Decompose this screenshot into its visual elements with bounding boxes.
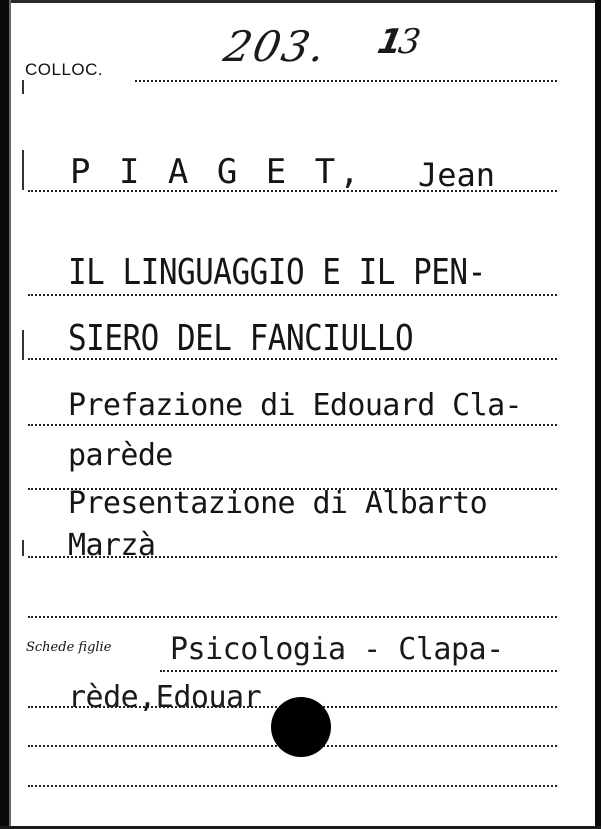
title-rule-2 xyxy=(28,358,557,360)
preface-line-2: parède xyxy=(68,438,173,473)
margin-mark xyxy=(22,150,24,190)
subject-line-2: rède,Edouar xyxy=(68,680,262,715)
shelfmark-handwritten: 203. xyxy=(219,22,332,71)
preface-line-1: Prefazione di Edouard Cla- xyxy=(68,388,522,423)
shelfmark-subnumber-handwritten: 𝟭3 xyxy=(372,22,424,62)
colloc-rule xyxy=(135,80,557,82)
colloc-label: COLLOC. xyxy=(25,60,104,79)
card-right-edge xyxy=(595,0,601,829)
author-surname: P I A G E T, xyxy=(70,152,364,192)
presentation-line-2: Marzà xyxy=(68,528,156,563)
subject-rule-1 xyxy=(160,670,557,672)
blank-rule-3 xyxy=(28,785,557,787)
card-top-edge xyxy=(0,0,601,3)
card-left-edge-shadow xyxy=(9,0,11,829)
margin-mark xyxy=(22,80,24,94)
author-rule xyxy=(28,190,557,192)
blank-rule xyxy=(28,616,557,618)
card-left-edge xyxy=(0,0,9,829)
title-rule-1 xyxy=(28,294,557,296)
author-given-name: Jean xyxy=(418,156,496,194)
schede-figlie-label: Schede figlie xyxy=(26,640,112,655)
punch-hole xyxy=(271,697,331,757)
margin-mark xyxy=(22,330,24,360)
presentation-rule xyxy=(28,556,557,558)
title-line-1: IL LINGUAGGIO E IL PEN- xyxy=(68,252,486,294)
presentation-line-1: Presentazione di Albarto xyxy=(68,486,488,521)
title-line-2: SIERO DEL FANCIULLO xyxy=(68,318,414,360)
subject-line-1: Psicologia - Clapa- xyxy=(170,632,504,667)
margin-mark xyxy=(22,540,24,556)
preface-rule-1 xyxy=(28,424,557,426)
